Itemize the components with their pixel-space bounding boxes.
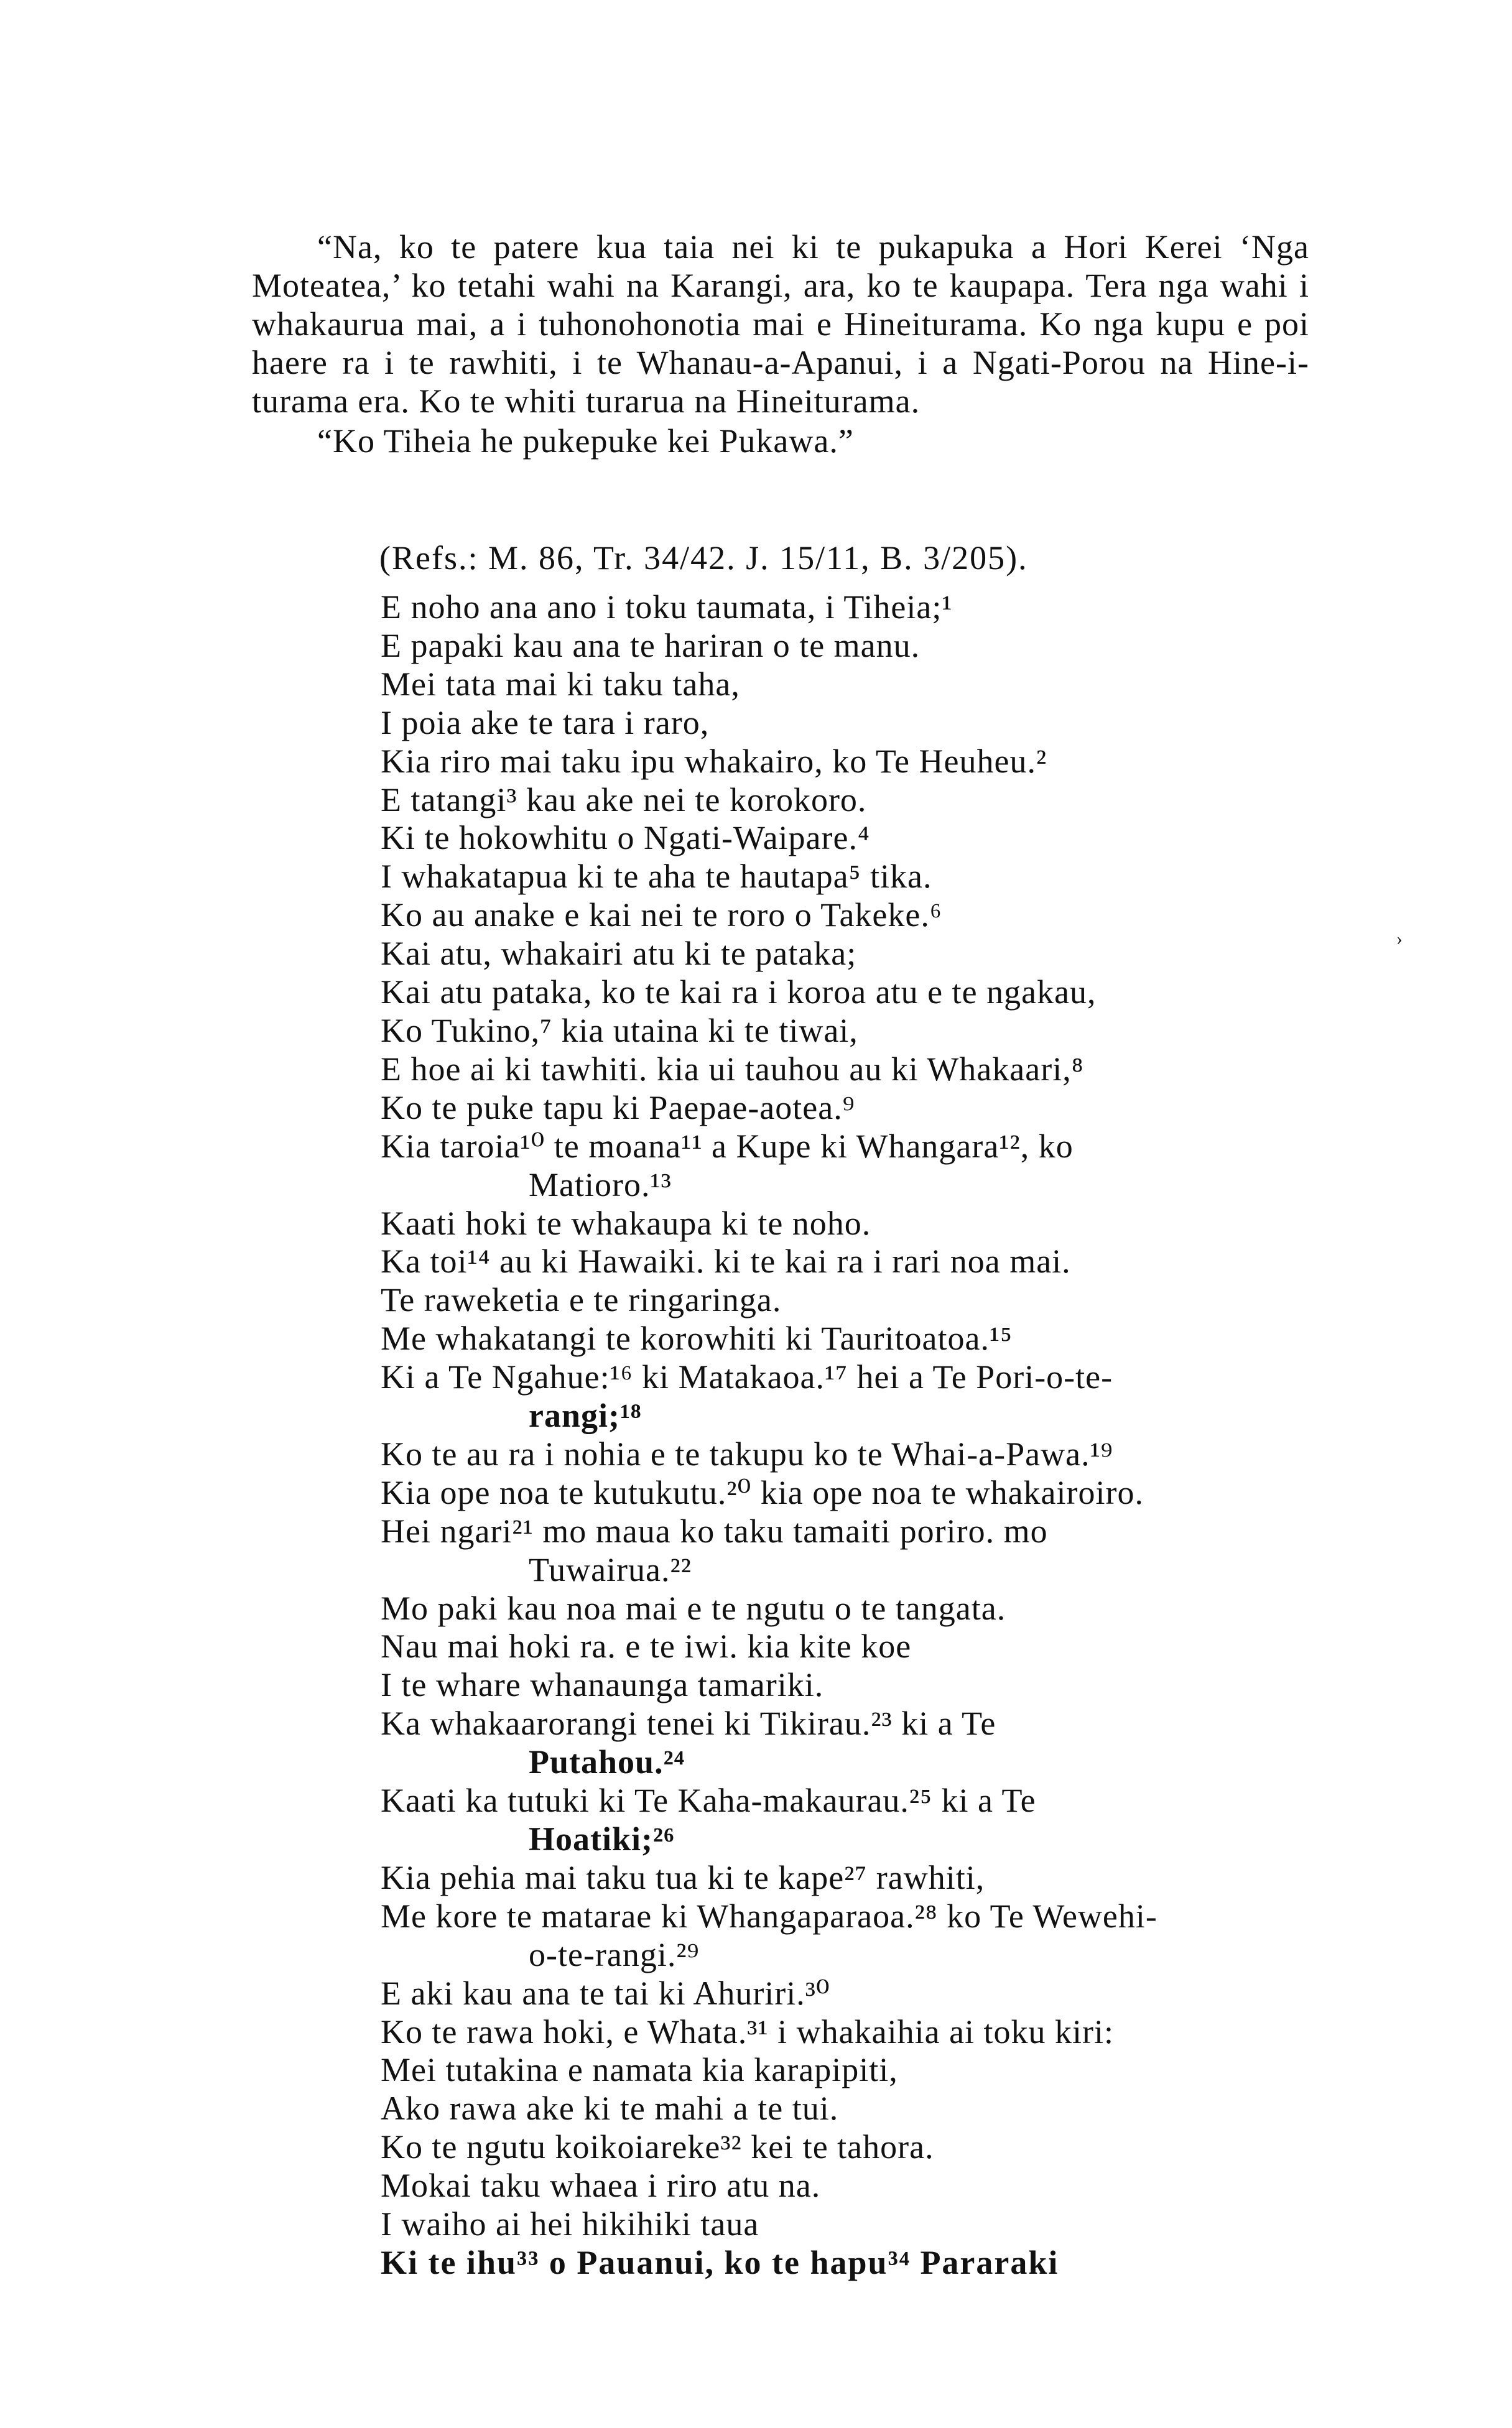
poem-line: Kia riro mai taku ipu whakairo, ko Te Heuheu.² <box>381 742 1047 780</box>
poem-line: Ki te hokowhitu o Ngati-Waipare.⁴ <box>381 819 870 857</box>
introduction-text <box>252 228 1309 460</box>
poem-line: Kia ope noa te kutukutu.²⁰ kia ope noa te whakairoiro. <box>381 1473 1144 1511</box>
poem-line: Kia pehia mai taku tua ki te kape²⁷ rawhiti, <box>381 1858 985 1896</box>
poem-line-continuation: Putahou.²⁴ <box>529 1743 685 1781</box>
poem-line: Ki a Te Ngahue:¹⁶ ki Matakaoa.¹⁷ hei a Te Pori-o-te- <box>381 1358 1113 1396</box>
poem-line: I waiho ai hei hikihiki taua <box>381 2205 759 2243</box>
poem-line: Ki te ihu³³ o Pauanui, ko te hapu³⁴ Pararaki <box>381 2243 1059 2281</box>
poem-line: Hei ngari²¹ mo maua ko taku tamaiti poriro. mo <box>381 1512 1048 1550</box>
poem-line: Mo paki kau noa mai e te ngutu o te tangata. <box>381 1589 1006 1627</box>
poem-line: Kia taroia¹⁰ te moana¹¹ a Kupe ki Whangara¹², ko <box>381 1127 1074 1165</box>
poem-line: E aki kau ana te tai ki Ahuriri.³⁰ <box>381 1974 830 2012</box>
poem-line-continuation: rangi;¹⁸ <box>529 1397 642 1435</box>
poem-line: Kai atu, whakairi atu ki te pataka; <box>381 935 857 973</box>
poem-line: Ako rawa ake ki te mahi a te tui. <box>381 2090 839 2128</box>
poem-line: E papaki kau ana te hariran o te manu. <box>381 626 921 664</box>
poem-line: E hoe ai ki tawhiti. kia ui tauhou au ki Whakaari,⁸ <box>381 1050 1084 1088</box>
poem-line: Kaati hoki te whakaupa ki te noho. <box>381 1204 871 1242</box>
poem-line: Kai atu pataka, ko te kai ra i koroa atu e te ngakau, <box>381 973 1097 1011</box>
references-line: (Refs.: M. 86, Tr. 34/42. J. 15/11, B. 3/205). <box>379 539 1028 577</box>
intro-quote: “Ko Tiheia he pukepuke kei Pukawa.” <box>317 422 854 460</box>
poem-line: Ko te puke tapu ki Paepae-aotea.⁹ <box>381 1088 855 1126</box>
poem-line: Ko te rawa hoki, e Whata.³¹ i whakaihia ai toku kiri: <box>381 2013 1115 2050</box>
poem-line: Ka whakaarorangi tenei ki Tikirau.²³ ki a Te <box>381 1705 996 1743</box>
poem-line: I te whare whanaunga tamariki. <box>381 1666 824 1704</box>
poem-line-continuation: o-te-rangi.²⁹ <box>529 1935 700 1973</box>
poem-line: Ko te ngutu koikoiareke³² kei te tahora. <box>381 2128 934 2166</box>
poem-line: E tatangi³ kau ake nei te korokoro. <box>381 781 867 818</box>
poem-line: Mei tata mai ki taku taha, <box>381 665 740 703</box>
poem-line: Nau mai hoki ra. e te iwi. kia kite koe <box>381 1628 912 1666</box>
poem-line: Kaati ka tutuki ki Te Kaha-makaurau.²⁵ ki a Te <box>381 1782 1036 1820</box>
poem-line: Me kore te matarae ki Whangaparaoa.²⁸ ko Te Wewehi- <box>381 1897 1157 1935</box>
poem-line: E noho ana ano i toku taumata, i Tiheia;¹ <box>381 588 953 626</box>
poem-line-continuation: Tuwairua.²² <box>529 1550 692 1588</box>
stray-mark: › <box>1396 929 1403 949</box>
poem-line: I whakatapua ki te aha te hautapa⁵ tika. <box>381 858 932 896</box>
poem-line: Ko te au ra i nohia e te takupu ko te Whai-a-Pawa.¹⁹ <box>381 1435 1113 1473</box>
poem-line: Ko Tukino,⁷ kia utaina ki te tiwai, <box>381 1011 858 1049</box>
poem-line: I poia ake te tara i raro, <box>381 703 710 741</box>
poem-line: Ka toi¹⁴ au ki Hawaiki. ki te kai ra i rari noa mai. <box>381 1243 1071 1281</box>
poem-line-continuation: Hoatiki;²⁶ <box>529 1820 675 1858</box>
poem-text <box>381 588 1320 2282</box>
intro-paragraph: “Na, ko te patere kua taia nei ki te pukapuka a Hori Kerei ‘Nga Moteatea,’ ko tetahi wahi na Karangi, ara, ko te kaupapa. Tera nga wahi i whakaurua mai, a i tuhonohonotia mai e Hineiturama. Ko nga kupu e poi haere ra i te rawhiti, i te Whanau-a-Apanui, i a Ngati-Porou na Hine-i-turama era. Ko te whiti turarua na Hineiturama. <box>252 228 1309 420</box>
poem-line: Ko au anake e kai nei te roro o Takeke.⁶ <box>381 896 942 934</box>
poem-line: Te raweketia e te ringaringa. <box>381 1281 782 1319</box>
poem-line: Mokai taku whaea i riro atu na. <box>381 2167 821 2205</box>
poem-line: Mei tutakina e namata kia karapipiti, <box>381 2051 898 2089</box>
poem-line-continuation: Matioro.¹³ <box>529 1165 672 1203</box>
poem-line: Me whakatangi te korowhiti ki Tauritoatoa.¹⁵ <box>381 1320 1013 1358</box>
